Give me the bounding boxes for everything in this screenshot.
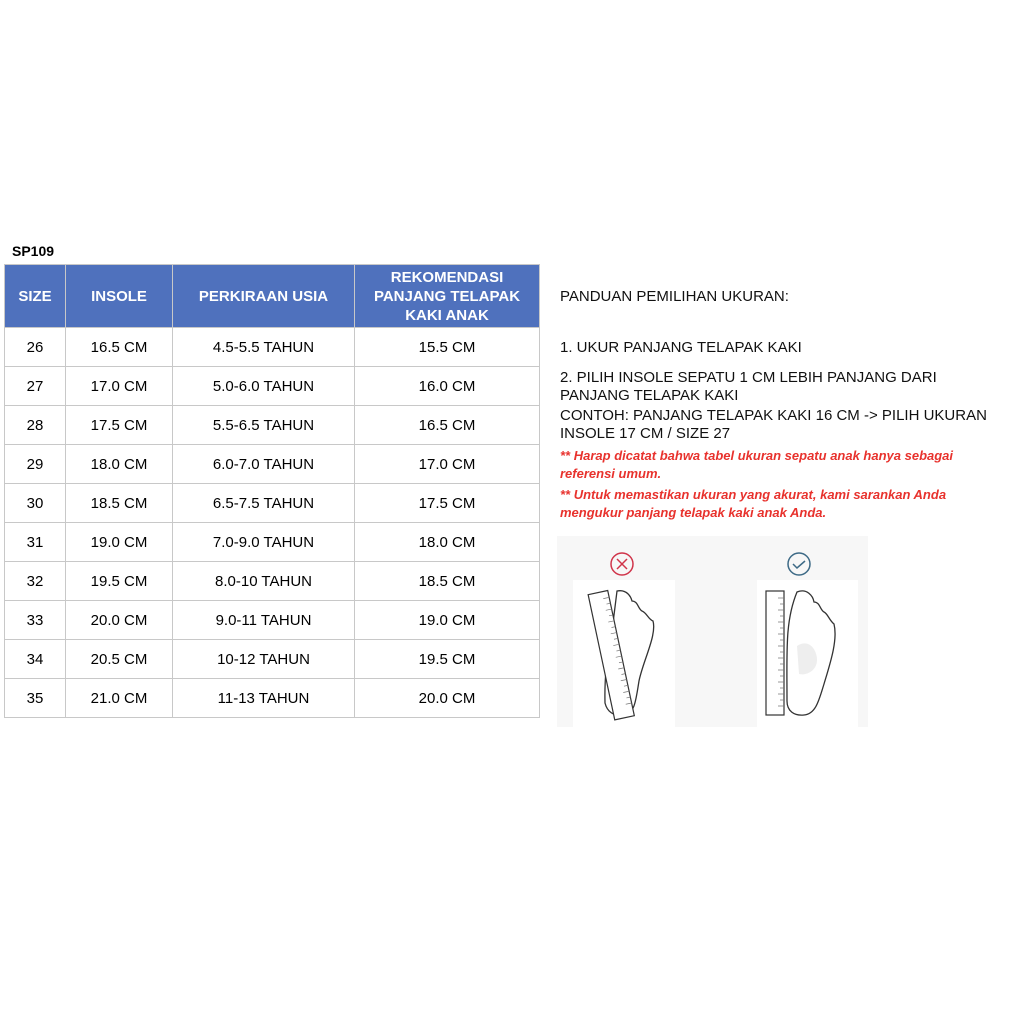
table-header-row bbox=[5, 265, 540, 328]
cell-age: 6.0-7.0 TAHUN bbox=[173, 445, 355, 484]
cell-insole: 16.5 CM bbox=[66, 328, 173, 367]
cell-foot-length: 16.0 CM bbox=[355, 367, 540, 406]
cell-size: 29 bbox=[5, 445, 66, 484]
guide-step-1: 1. UKUR PANJANG TELAPAK KAKI bbox=[560, 339, 802, 356]
cell-insole: 18.5 CM bbox=[66, 484, 173, 523]
correct-icon bbox=[788, 553, 810, 575]
cell-size: 33 bbox=[5, 601, 66, 640]
cell-foot-length: 17.0 CM bbox=[355, 445, 540, 484]
cell-insole: 21.0 CM bbox=[66, 679, 173, 718]
table-row bbox=[5, 640, 540, 679]
size-table bbox=[4, 264, 540, 718]
table-row bbox=[5, 367, 540, 406]
cell-age: 5.0-6.0 TAHUN bbox=[173, 367, 355, 406]
cell-insole: 20.0 CM bbox=[66, 601, 173, 640]
product-code: SP109 bbox=[12, 243, 55, 259]
header-age: PERKIRAAN USIA bbox=[173, 265, 355, 328]
cell-foot-length: 18.5 CM bbox=[355, 562, 540, 601]
cell-size: 28 bbox=[5, 406, 66, 445]
table-row bbox=[5, 679, 540, 718]
table-row bbox=[5, 328, 540, 367]
cell-foot-length: 19.5 CM bbox=[355, 640, 540, 679]
table-row bbox=[5, 484, 540, 523]
cell-insole: 17.5 CM bbox=[66, 406, 173, 445]
cell-size: 30 bbox=[5, 484, 66, 523]
cell-insole: 18.0 CM bbox=[66, 445, 173, 484]
guide-heading: PANDUAN PEMILIHAN UKURAN: bbox=[560, 288, 789, 305]
header-foot-length: REKOMENDASI PANJANG TELAPAK KAKI ANAK bbox=[355, 265, 540, 328]
guide-step-2: 2. PILIH INSOLE SEPATU 1 CM LEBIH PANJANG DARI PANJANG TELAPAK KAKI bbox=[560, 369, 937, 404]
wrong-icon bbox=[611, 553, 633, 575]
cell-age: 6.5-7.5 TAHUN bbox=[173, 484, 355, 523]
cell-size: 27 bbox=[5, 367, 66, 406]
cell-size: 35 bbox=[5, 679, 66, 718]
table-row bbox=[5, 445, 540, 484]
header-insole: INSOLE bbox=[66, 265, 173, 328]
cell-size: 31 bbox=[5, 523, 66, 562]
table-row bbox=[5, 406, 540, 445]
cell-insole: 19.0 CM bbox=[66, 523, 173, 562]
cell-age: 10-12 TAHUN bbox=[173, 640, 355, 679]
cell-size: 34 bbox=[5, 640, 66, 679]
cell-foot-length: 16.5 CM bbox=[355, 406, 540, 445]
table-row bbox=[5, 562, 540, 601]
cell-insole: 20.5 CM bbox=[66, 640, 173, 679]
cell-age: 5.5-6.5 TAHUN bbox=[173, 406, 355, 445]
cell-age: 7.0-9.0 TAHUN bbox=[173, 523, 355, 562]
cell-insole: 19.5 CM bbox=[66, 562, 173, 601]
table-row bbox=[5, 523, 540, 562]
cell-foot-length: 19.0 CM bbox=[355, 601, 540, 640]
cell-age: 9.0-11 TAHUN bbox=[173, 601, 355, 640]
cell-size: 26 bbox=[5, 328, 66, 367]
cell-age: 8.0-10 TAHUN bbox=[173, 562, 355, 601]
measure-illustration bbox=[557, 536, 868, 727]
cell-foot-length: 18.0 CM bbox=[355, 523, 540, 562]
note-reference: ** Harap dicatat bahwa tabel ukuran sepatu anak hanya sebagai referensi umum. bbox=[560, 448, 954, 481]
guide-example: CONTOH: PANJANG TELAPAK KAKI 16 CM -> PILIH UKURAN INSOLE 17 CM / SIZE 27 bbox=[560, 407, 987, 442]
cell-age: 11-13 TAHUN bbox=[173, 679, 355, 718]
cell-foot-length: 20.0 CM bbox=[355, 679, 540, 718]
header-size: SIZE bbox=[5, 265, 66, 328]
cell-insole: 17.0 CM bbox=[66, 367, 173, 406]
cell-age: 4.5-5.5 TAHUN bbox=[173, 328, 355, 367]
table-row bbox=[5, 601, 540, 640]
cell-size: 32 bbox=[5, 562, 66, 601]
cell-foot-length: 15.5 CM bbox=[355, 328, 540, 367]
cell-foot-length: 17.5 CM bbox=[355, 484, 540, 523]
note-measure: ** Untuk memastikan ukuran yang akurat, kami sarankan Anda mengukur panjang telapak kaki anak Anda. bbox=[560, 487, 947, 520]
